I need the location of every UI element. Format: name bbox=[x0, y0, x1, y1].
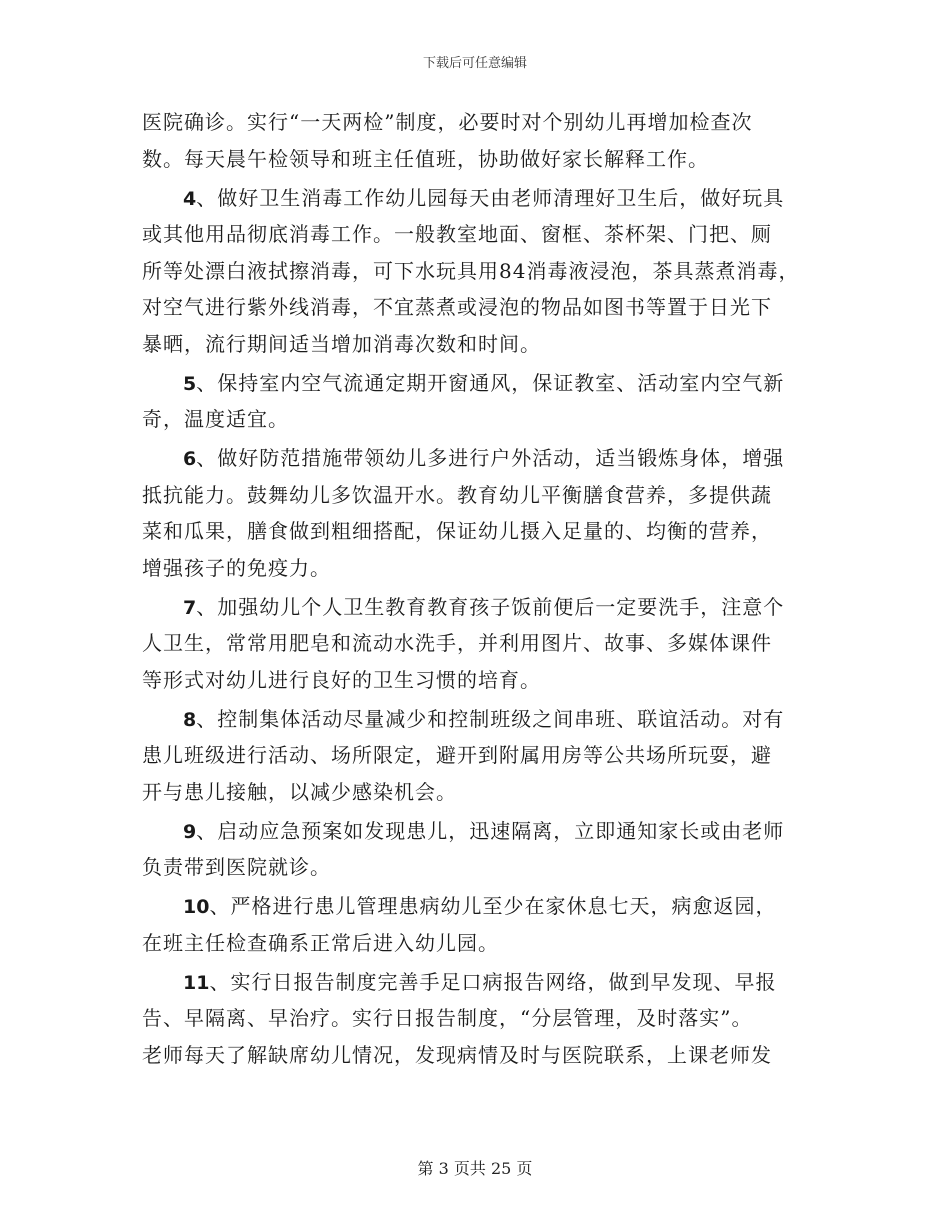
item-number: 8 bbox=[183, 708, 197, 731]
line-text: 抵抗能力。鼓舞幼儿多饮温开水。教育幼儿平衡膳食营养，多提供蔬 bbox=[142, 482, 772, 507]
item-number: 11 bbox=[183, 971, 210, 994]
paragraph-line bbox=[142, 550, 814, 587]
numbered-item-line bbox=[142, 701, 814, 738]
page-footer: 第 3 页共 25 页 bbox=[417, 1159, 533, 1178]
line-text: 对空气进行紫外线消毒，不宜蒸煮或浸泡的物品如图书等置于日光下 bbox=[142, 295, 772, 319]
numbered-item-line bbox=[142, 365, 814, 402]
paragraph-line bbox=[142, 216, 814, 253]
numbered-item-line bbox=[142, 180, 814, 217]
line-text: 、保持室内空气流通定期开窗通风，保证教室、活动室内空气新 bbox=[196, 370, 785, 395]
line-text: 在班主任检查确系正常后进入幼儿园。 bbox=[142, 930, 499, 955]
paragraph-line bbox=[142, 289, 814, 326]
item-number: 5 bbox=[183, 372, 197, 395]
line-text: 人卫生，常常用肥皂和流动水洗手，并利用图片、故事、多媒体课件 bbox=[142, 631, 772, 655]
paragraph-line bbox=[142, 104, 814, 141]
line-text: 患儿班级进行活动、场所限定，避开到附属用房等公共场所玩耍，避 bbox=[142, 743, 772, 767]
item-number: 6 bbox=[183, 448, 197, 470]
line-text: 菜和瓜果，膳食做到粗细搭配，保证幼儿摄入足量的、均衡的营养， bbox=[142, 519, 772, 543]
line-text: 、启动应急预案如发现患儿，迅速隔离，立即通知家长或由老师 bbox=[196, 818, 785, 843]
line-text: 暴晒，流行期间适当增加消毒次数和时间。 bbox=[142, 331, 541, 356]
paragraph-line bbox=[142, 737, 814, 774]
line-text: 、控制集体活动尽量减少和控制班级之间串班、联谊活动。对有 bbox=[196, 706, 785, 731]
line-text: 所等处漂白液拭擦消毒，可下水玩具用84消毒液浸泡，茶具蒸煮消毒， bbox=[142, 258, 800, 283]
item-number: 9 bbox=[183, 820, 197, 843]
line-text: 、做好卫生消毒工作幼儿园每天由老师清理好卫生后，做好玩具 bbox=[196, 185, 785, 210]
numbered-item-line bbox=[142, 964, 814, 1001]
line-text: 医院确诊。实行“一天两检”制度，必要时对个别幼儿再增加检查次 bbox=[142, 110, 753, 134]
paragraph-line bbox=[142, 401, 814, 438]
page-header: 下载后可任意编辑 bbox=[422, 56, 527, 71]
document-body bbox=[142, 104, 814, 1073]
line-text: 、加强幼儿个人卫生教育教育孩子饭前便后一定要洗手，注意个 bbox=[196, 594, 785, 619]
numbered-item-line bbox=[142, 589, 814, 626]
line-text: 增强孩子的免疫力。 bbox=[142, 555, 331, 580]
paragraph-line bbox=[142, 849, 814, 886]
item-number: 7 bbox=[183, 596, 197, 619]
line-text: 奇，温度适宜。 bbox=[142, 407, 289, 431]
paragraph-line bbox=[142, 625, 814, 662]
numbered-item-line bbox=[142, 813, 814, 850]
line-text: 开与患儿接触，以减少感染机会。 bbox=[142, 779, 457, 804]
line-text: 、做好防范措施带领幼儿多进行户外活动，适当锻炼身体，增强 bbox=[196, 446, 785, 470]
paragraph-line bbox=[142, 925, 814, 962]
paragraph-line bbox=[142, 774, 814, 811]
numbered-item-line bbox=[142, 440, 814, 477]
line-text: 告、早隔离、早治疗。实行日报告制度，“分层管理，及时落实”。 bbox=[142, 1006, 753, 1030]
paragraph-line bbox=[142, 1037, 814, 1074]
line-text: 等形式对幼儿进行良好的卫生习惯的培育。 bbox=[142, 667, 541, 692]
paragraph-line bbox=[142, 1000, 814, 1037]
numbered-item-line bbox=[142, 888, 814, 925]
item-number: 4 bbox=[183, 187, 197, 210]
line-text: 、严格进行患儿管理患病幼儿至少在家休息七天，病愈返园， bbox=[209, 894, 777, 918]
line-text: 、实行日报告制度完善手足口病报告网络，做到早发现、早报 bbox=[209, 969, 777, 994]
item-number: 10 bbox=[183, 896, 210, 918]
line-text: 数。每天晨午检领导和班主任值班，协助做好家长解释工作。 bbox=[142, 146, 709, 171]
paragraph-line bbox=[142, 477, 814, 514]
paragraph-line bbox=[142, 662, 814, 699]
paragraph-line bbox=[142, 141, 814, 178]
paragraph-line bbox=[142, 326, 814, 363]
line-text: 老师每天了解缺席幼儿情况，发现病情及时与医院联系，上课老师发 bbox=[142, 1042, 772, 1067]
paragraph-line bbox=[142, 513, 814, 550]
line-text: 或其他用品彻底消毒工作。一般教室地面、窗框、茶杯架、门把、厕 bbox=[142, 222, 772, 246]
paragraph-line bbox=[142, 253, 814, 290]
line-text: 负责带到医院就诊。 bbox=[142, 855, 331, 879]
